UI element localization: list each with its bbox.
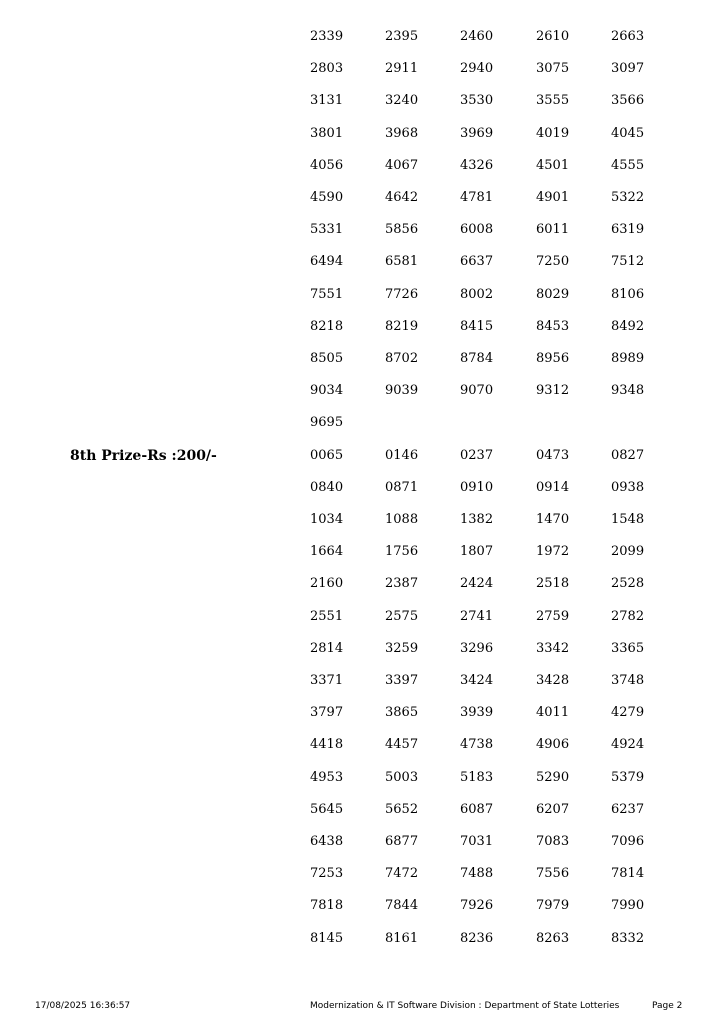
ticket-number: 2099 <box>611 544 645 560</box>
number-row <box>0 318 724 336</box>
ticket-number: 5331 <box>310 222 344 238</box>
number-row <box>0 125 724 143</box>
number-row <box>0 736 724 754</box>
ticket-number: 2460 <box>460 29 494 44</box>
ticket-number: 3530 <box>460 93 494 109</box>
ticket-number: 4056 <box>310 157 344 173</box>
number-row <box>0 543 724 561</box>
number-row <box>0 640 724 658</box>
ticket-number: 2610 <box>536 29 570 44</box>
ticket-number: 2814 <box>310 640 344 656</box>
number-row <box>0 221 724 239</box>
ticket-number: 5003 <box>385 769 419 785</box>
ticket-number: 9695 <box>310 415 344 431</box>
ticket-number: 4738 <box>460 737 494 753</box>
ticket-number: 6494 <box>310 254 344 270</box>
ticket-number: 4906 <box>536 737 570 753</box>
ticket-number: 8145 <box>310 930 344 946</box>
number-row <box>0 511 724 529</box>
ticket-number: 4019 <box>536 125 570 141</box>
ticket-number: 0237 <box>460 447 494 463</box>
ticket-number: 0914 <box>536 479 570 495</box>
ticket-number: 4590 <box>310 190 344 205</box>
ticket-number: 4501 <box>536 157 570 173</box>
ticket-number: 2803 <box>310 61 344 77</box>
number-row <box>0 414 724 432</box>
ticket-number: 5290 <box>536 769 570 785</box>
ticket-number: 3240 <box>385 93 419 109</box>
ticket-number: 1548 <box>611 512 645 527</box>
ticket-number: 3428 <box>536 673 570 688</box>
ticket-number: 8989 <box>611 351 645 366</box>
ticket-number: 4781 <box>460 190 494 205</box>
ticket-number: 4901 <box>536 190 570 205</box>
ticket-number: 7253 <box>310 866 344 882</box>
ticket-number: 3797 <box>310 705 344 721</box>
page-footer <box>0 997 724 1015</box>
ticket-number: 4067 <box>385 157 419 173</box>
ticket-number: 8219 <box>385 318 419 334</box>
number-row <box>0 608 724 626</box>
number-row <box>0 930 724 948</box>
ticket-number: 2551 <box>310 608 344 624</box>
number-row <box>0 672 724 690</box>
ticket-number: 0910 <box>460 479 494 495</box>
ticket-number: 6011 <box>536 222 570 238</box>
ticket-number: 2940 <box>460 61 494 77</box>
ticket-number: 5322 <box>611 190 645 205</box>
number-row <box>0 253 724 271</box>
ticket-number: 3748 <box>611 673 645 688</box>
ticket-number: 6087 <box>460 801 494 817</box>
ticket-number: 2339 <box>310 29 344 44</box>
ticket-number: 1972 <box>536 544 570 560</box>
ticket-number: 8029 <box>536 286 570 302</box>
ticket-number: 7726 <box>385 286 419 302</box>
ticket-number: 2160 <box>310 576 344 592</box>
ticket-number: 6207 <box>536 801 570 817</box>
ticket-number: 8263 <box>536 930 570 946</box>
ticket-number: 9039 <box>385 383 419 399</box>
ticket-number: 9034 <box>310 383 344 399</box>
ticket-number: 2911 <box>385 61 419 77</box>
ticket-number: 1382 <box>460 512 494 527</box>
ticket-number: 7818 <box>310 898 344 914</box>
ticket-number: 7556 <box>536 866 570 882</box>
ticket-number: 7926 <box>460 898 494 914</box>
ticket-number: 2759 <box>536 608 570 624</box>
number-row <box>0 157 724 175</box>
ticket-number: 2782 <box>611 608 645 624</box>
ticket-number: 4326 <box>460 157 494 173</box>
ticket-number: 7990 <box>611 898 645 914</box>
ticket-number: 6438 <box>310 834 344 849</box>
number-row <box>0 833 724 851</box>
ticket-number: 4953 <box>310 769 344 785</box>
ticket-number: 4555 <box>611 157 645 173</box>
ticket-number: 3939 <box>460 705 494 721</box>
ticket-number: 4418 <box>310 737 344 753</box>
ticket-number: 7512 <box>611 254 645 270</box>
number-row <box>0 189 724 207</box>
ticket-number: 7979 <box>536 898 570 914</box>
ticket-number: 0871 <box>385 479 419 495</box>
ticket-number: 0065 <box>310 447 344 463</box>
ticket-number: 5652 <box>385 801 419 817</box>
ticket-number: 2741 <box>460 608 494 624</box>
ticket-number: 8505 <box>310 351 344 366</box>
number-row <box>0 447 724 465</box>
ticket-number: 3968 <box>385 125 419 141</box>
ticket-number: 6581 <box>385 254 419 270</box>
ticket-number: 8453 <box>536 318 570 334</box>
number-row <box>0 382 724 400</box>
ticket-number: 2424 <box>460 576 494 592</box>
ticket-number: 6637 <box>460 254 494 270</box>
ticket-number: 7031 <box>460 834 494 849</box>
ticket-number: 3259 <box>385 640 419 656</box>
ticket-number: 7814 <box>611 866 645 882</box>
ticket-number: 0840 <box>310 479 344 495</box>
ticket-number: 8002 <box>460 286 494 302</box>
ticket-number: 3371 <box>310 673 344 688</box>
ticket-number: 3342 <box>536 640 570 656</box>
ticket-number: 3969 <box>460 125 494 141</box>
ticket-number: 1088 <box>385 512 419 527</box>
ticket-number: 9312 <box>536 383 570 399</box>
ticket-number: 2518 <box>536 576 570 592</box>
ticket-number: 3397 <box>385 673 419 688</box>
ticket-number: 7083 <box>536 834 570 849</box>
ticket-number: 6319 <box>611 222 645 238</box>
ticket-number: 5856 <box>385 222 419 238</box>
ticket-number: 4642 <box>385 190 419 205</box>
ticket-number: 7250 <box>536 254 570 270</box>
ticket-number: 1664 <box>310 544 344 560</box>
ticket-number: 6237 <box>611 801 645 817</box>
footer-datetime: 17/08/2025 16:36:57 <box>35 1001 131 1011</box>
ticket-number: 3075 <box>536 61 570 77</box>
ticket-number: 8415 <box>460 318 494 334</box>
ticket-number: 4045 <box>611 125 645 141</box>
ticket-number: 3131 <box>310 93 344 109</box>
ticket-number: 3296 <box>460 640 494 656</box>
number-row <box>0 92 724 110</box>
ticket-number: 8332 <box>611 930 645 946</box>
number-row <box>0 286 724 304</box>
number-row <box>0 479 724 497</box>
ticket-number: 7472 <box>385 866 419 882</box>
ticket-number: 4279 <box>611 705 645 721</box>
ticket-number: 8161 <box>385 930 419 946</box>
ticket-number: 8106 <box>611 286 645 302</box>
ticket-number: 3555 <box>536 93 570 109</box>
number-row <box>0 60 724 78</box>
ticket-number: 9348 <box>611 383 645 399</box>
ticket-number: 4011 <box>536 705 570 721</box>
ticket-number: 7096 <box>611 834 645 849</box>
ticket-number: 4924 <box>611 737 645 753</box>
footer-page-number: Page 2 <box>652 1001 683 1011</box>
ticket-number: 3424 <box>460 673 494 688</box>
ticket-number: 8236 <box>460 930 494 946</box>
ticket-number: 3097 <box>611 61 645 77</box>
ticket-number: 8956 <box>536 351 570 366</box>
ticket-number: 7488 <box>460 866 494 882</box>
ticket-number: 5379 <box>611 769 645 785</box>
ticket-number: 5645 <box>310 801 344 817</box>
ticket-number: 0146 <box>385 447 419 463</box>
ticket-number: 5183 <box>460 769 494 785</box>
ticket-number: 2663 <box>611 29 645 44</box>
ticket-number: 0827 <box>611 447 645 463</box>
ticket-number: 3365 <box>611 640 645 656</box>
ticket-number: 7844 <box>385 898 419 914</box>
ticket-number: 6877 <box>385 834 419 849</box>
footer-department: Modernization & IT Software Division : Department of State Lotteries <box>310 1001 620 1011</box>
number-row <box>0 865 724 883</box>
number-row <box>0 704 724 722</box>
ticket-number: 1470 <box>536 512 570 527</box>
ticket-number: 8702 <box>385 351 419 366</box>
ticket-number: 3566 <box>611 93 645 109</box>
number-row <box>0 897 724 915</box>
ticket-number: 1807 <box>460 544 494 560</box>
ticket-number: 2395 <box>385 29 419 44</box>
ticket-number: 8218 <box>310 318 344 334</box>
number-row <box>0 350 724 368</box>
number-row <box>0 28 724 46</box>
ticket-number: 2387 <box>385 576 419 592</box>
ticket-number: 6008 <box>460 222 494 238</box>
ticket-number: 3801 <box>310 125 344 141</box>
ticket-number: 0473 <box>536 447 570 463</box>
number-row <box>0 801 724 819</box>
ticket-number: 7551 <box>310 286 344 302</box>
ticket-number: 3865 <box>385 705 419 721</box>
ticket-number: 8492 <box>611 318 645 334</box>
ticket-number: 2575 <box>385 608 419 624</box>
ticket-number: 2528 <box>611 576 645 592</box>
prize-label: 8th Prize-Rs :200/- <box>70 447 217 464</box>
ticket-number: 1034 <box>310 512 344 527</box>
ticket-number: 9070 <box>460 383 494 399</box>
number-row <box>0 769 724 787</box>
ticket-number: 8784 <box>460 351 494 366</box>
ticket-number: 4457 <box>385 737 419 753</box>
ticket-number: 0938 <box>611 479 645 495</box>
number-row <box>0 575 724 593</box>
ticket-number: 1756 <box>385 544 419 560</box>
